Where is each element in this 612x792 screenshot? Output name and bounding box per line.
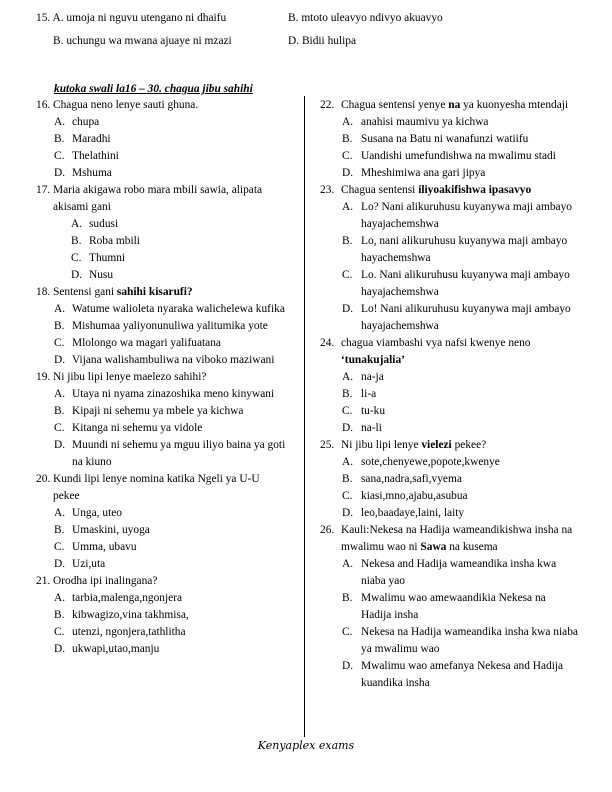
question-text-part: Ni jibu lipi lenye maelezo sahihi? (53, 371, 207, 383)
question-25 (320, 437, 578, 522)
option-letter: B. (54, 320, 65, 332)
section-heading: kutoka swali la16 – 30. chagua jibu sahihi (54, 83, 253, 95)
option-letter: C. (71, 252, 82, 264)
option-text: Lo! Nani alikuruhusu kuyanywa maji ambayo hayajachemshwa (361, 303, 571, 332)
q15-row-1 (36, 10, 596, 33)
option-letter: A. (54, 388, 66, 400)
option-d (342, 165, 578, 182)
option-text: tu-ku (361, 405, 386, 417)
option-b (54, 403, 288, 420)
option-text: Watume walioleta nyaraka walichelewa kufika (72, 303, 285, 315)
option-text: na-ja (361, 371, 384, 383)
option-letter: B. (342, 592, 353, 604)
option-text: Mlolongo wa magari yalifuatana (72, 337, 221, 349)
option-letter: C. (54, 541, 65, 553)
option-text: Kitanga ni sehemu ya vidole (72, 422, 203, 434)
option-b (71, 233, 288, 250)
option-letter: B. (54, 609, 65, 621)
option-b (54, 131, 288, 148)
question-emphasis: iliyoakifishwa ipasavyo (418, 184, 532, 196)
option-d (342, 301, 578, 335)
option-letter: A. (54, 116, 66, 128)
option-d (71, 267, 288, 284)
option-letter: D. (342, 422, 354, 434)
question-text-part: Chagua neno lenye sauti ghuna. (53, 99, 199, 111)
option-a (342, 556, 578, 590)
option-text: Roba mbili (89, 235, 140, 247)
option-letter: B. (54, 133, 65, 145)
option-text: Mwalimu wao amewaandikia Nekesa na Hadija insha (361, 592, 546, 621)
q15-option-d: D. Bidii hulipa (288, 35, 357, 47)
question-text-part: ya kuonyesha mtendaji (460, 99, 569, 111)
option-c (54, 335, 288, 352)
question-text (341, 182, 578, 199)
option-letter: C. (342, 150, 353, 162)
option-text: Unga, uteo (72, 507, 122, 519)
footer-watermark: Kenyaplex exams (257, 739, 355, 752)
option-c (342, 488, 578, 505)
option-letter: A. (342, 201, 354, 213)
question-text-part: Maria akigawa robo mara mbili sawia, alipata akisami gani (53, 184, 263, 213)
options-list (54, 216, 288, 284)
option-letter: B. (342, 388, 353, 400)
question-text (53, 182, 288, 216)
question-26 (320, 522, 578, 692)
option-c (54, 420, 288, 437)
option-letter: C. (342, 626, 353, 638)
options-list (342, 556, 578, 692)
question-22 (320, 97, 578, 182)
option-text: Umaskini, uyoga (72, 524, 150, 536)
option-letter: A. (54, 507, 66, 519)
option-b (342, 386, 578, 403)
option-a (342, 199, 578, 233)
question-text (341, 97, 578, 114)
option-letter: B. (71, 235, 82, 247)
option-a (71, 216, 288, 233)
option-text: Kipaji ni sehemu ya mbele ya kichwa (72, 405, 244, 417)
option-a (342, 454, 578, 471)
option-letter: A. (342, 558, 354, 570)
question-text-part: Chagua sentensi yenye (341, 99, 449, 111)
question-number: 26. (320, 524, 335, 536)
q15-option-a: 15. A. umoja ni nguvu utengano ni dhaifu (36, 12, 227, 24)
option-text: kiasi,mno,ajabu,asubua (361, 490, 468, 502)
option-text: Mishumaa yaliyonunuliwa yalitumika yote (72, 320, 268, 332)
option-d (54, 556, 288, 573)
option-letter: D. (54, 558, 66, 570)
option-text: Muundi ni sehemu ya mguu iliyo baina ya goti na kiuno (72, 439, 286, 468)
option-text: Utaya ni nyama zinazoshika meno kinywani (72, 388, 275, 400)
question-text-part: Orodha ipi inalingana? (53, 575, 158, 587)
question-emphasis: sahihi kisarufi? (116, 286, 193, 298)
option-letter: A. (342, 456, 354, 468)
option-text: Nusu (89, 269, 114, 281)
question-text (341, 437, 578, 454)
question-21 (36, 573, 288, 658)
option-a (342, 369, 578, 386)
option-d (54, 641, 288, 658)
option-text: Uzi,uta (72, 558, 106, 570)
option-letter: A. (54, 303, 66, 315)
question-emphasis: na (448, 99, 461, 111)
options-list (342, 114, 578, 182)
option-c (342, 624, 578, 658)
option-d (342, 505, 578, 522)
option-text: utenzi, ngonjera,tathlitha (72, 626, 186, 638)
question-15 (36, 10, 596, 56)
right-column (320, 97, 578, 692)
question-text (53, 369, 288, 386)
option-text: li-a (361, 388, 377, 400)
option-text: leo,baadaye,laini, laity (361, 507, 465, 519)
option-b (342, 233, 578, 267)
option-b (54, 318, 288, 335)
options-list (342, 369, 578, 437)
question-number: 17. (36, 184, 51, 196)
option-text: Nekesa na Hadija wameandika insha kwa niaba ya mwalimu wao (361, 626, 578, 655)
question-number: 21. (36, 575, 51, 587)
option-letter: A. (342, 371, 354, 383)
question-emphasis: vielezi (421, 439, 452, 451)
option-a (54, 386, 288, 403)
option-letter: C. (54, 422, 65, 434)
option-text: Thelathini (72, 150, 119, 162)
question-16 (36, 97, 288, 182)
option-text: Lo, nani alikuruhusu kuyanywa maji ambayo hayachemshwa (361, 235, 568, 264)
question-text (341, 522, 578, 556)
option-letter: B. (342, 133, 353, 145)
question-number: 22. (320, 99, 335, 111)
option-letter: A. (71, 218, 83, 230)
option-text: Mwalimu wao amefanya Nekesa and Hadija kuandika insha (361, 660, 564, 689)
question-number: 20. (36, 473, 51, 485)
option-text: chupa (72, 116, 100, 128)
question-23 (320, 182, 578, 335)
option-b (54, 522, 288, 539)
question-text-part: Chagua sentensi (341, 184, 419, 196)
option-b (342, 131, 578, 148)
option-letter: D. (342, 507, 354, 519)
option-letter: A. (54, 592, 66, 604)
option-c (71, 250, 288, 267)
option-letter: D. (54, 439, 66, 451)
q15-option-b: B. mtoto uleavyo ndivyo akuavyo (288, 12, 443, 24)
option-d (54, 352, 288, 369)
option-a (54, 301, 288, 318)
option-text: Umma, ubavu (72, 541, 137, 553)
question-text-part: Ni jibu lipi lenye (341, 439, 422, 451)
question-24 (320, 335, 578, 437)
question-text-part: na kusema (446, 541, 498, 553)
option-text: ukwapi,utao,manju (72, 643, 160, 655)
question-number: 24. (320, 337, 335, 349)
option-c (342, 148, 578, 165)
option-text: kibwagizo,vina takhmisa, (72, 609, 189, 621)
option-c (54, 148, 288, 165)
option-text: anahisi maumivu ya kichwa (361, 116, 489, 128)
option-b (54, 607, 288, 624)
question-number: 25. (320, 439, 335, 451)
question-number: 19. (36, 371, 51, 383)
options-list (54, 590, 288, 658)
option-letter: A. (342, 116, 354, 128)
option-letter: C. (54, 337, 65, 349)
option-c (54, 539, 288, 556)
option-text: Maradhi (72, 133, 111, 145)
option-d (342, 658, 578, 692)
question-20 (36, 471, 288, 573)
option-c (342, 267, 578, 301)
option-text: Mshuma (72, 167, 112, 179)
question-text (53, 471, 288, 505)
option-text: Vijana walishambuliwa na viboko maziwani (72, 354, 275, 366)
q15-option-c: B. uchungu wa mwana ajuaye ni mzazi (53, 35, 232, 47)
option-c (342, 403, 578, 420)
question-text (53, 284, 288, 301)
option-a (54, 505, 288, 522)
option-a (342, 114, 578, 131)
question-17 (36, 182, 288, 284)
option-d (54, 165, 288, 182)
option-letter: D. (54, 354, 66, 366)
option-text: sote,chenyewe,popote,kwenye (361, 456, 500, 468)
question-emphasis: ‘tunakujalia’ (341, 354, 405, 366)
option-letter: C. (342, 490, 353, 502)
option-text: Thumni (89, 252, 126, 264)
options-list (54, 505, 288, 573)
options-list (54, 301, 288, 369)
option-a (54, 114, 288, 131)
option-letter: D. (54, 167, 66, 179)
question-text (53, 573, 288, 590)
option-text: Lo. Nani alikuruhusu kuyanywa maji ambayo hayajachemshwa (361, 269, 570, 298)
question-text-part: Kundi lipi lenye nomina katika Ngeli ya U-U pekee (53, 473, 260, 502)
option-d (342, 420, 578, 437)
option-letter: C. (54, 150, 65, 162)
option-text: Uandishi umefundishwa na mwalimu stadi (361, 150, 556, 162)
option-c (54, 624, 288, 641)
option-letter: B. (54, 405, 65, 417)
option-letter: D. (71, 269, 83, 281)
option-letter: C. (342, 405, 353, 417)
question-text-part: chagua viambashi vya nafsi kwenye neno (341, 337, 531, 349)
option-b (342, 471, 578, 488)
question-text (341, 335, 578, 369)
question-number: 23. (320, 184, 335, 196)
question-emphasis: Sawa (420, 541, 447, 553)
question-text-part: pekee? (451, 439, 487, 451)
left-column (36, 97, 288, 658)
options-list (54, 386, 288, 471)
option-letter: B. (342, 473, 353, 485)
option-letter: D. (342, 303, 354, 315)
option-text: tarbia,malenga,ngonjera (72, 592, 183, 604)
question-number: 16. (36, 99, 51, 111)
question-text-part: Sentensi gani (53, 286, 117, 298)
option-d (54, 437, 288, 471)
option-a (54, 590, 288, 607)
option-text: Lo? Nani alikuruhusu kuyanywa maji ambayo hayajachemshwa (361, 201, 572, 230)
question-number: 18. (36, 286, 51, 298)
option-letter: D. (54, 643, 66, 655)
option-letter: C. (342, 269, 353, 281)
q15-row-2 (36, 33, 596, 56)
option-text: na-li (361, 422, 382, 434)
option-text: Mheshimiwa ana gari jipya (361, 167, 486, 179)
options-list (54, 114, 288, 182)
option-letter: B. (342, 235, 353, 247)
option-letter: D. (342, 167, 354, 179)
question-text (53, 97, 288, 114)
option-text: Nekesa and Hadija wameandika insha kwa niaba yao (361, 558, 557, 587)
options-list (342, 199, 578, 335)
option-text: sudusi (89, 218, 119, 230)
option-b (342, 590, 578, 624)
option-letter: D. (342, 660, 354, 672)
column-divider (304, 96, 305, 737)
option-text: sana,nadra,safi,vyema (361, 473, 462, 485)
option-letter: C. (54, 626, 65, 638)
question-18 (36, 284, 288, 369)
question-19 (36, 369, 288, 471)
option-letter: B. (54, 524, 65, 536)
question-text-part: Kauli:Nekesa na Hadija wameandikishwa insha na mwalimu wao ni (341, 524, 573, 553)
option-text: Susana na Batu ni wanafunzi watiifu (361, 133, 529, 145)
options-list (342, 454, 578, 522)
